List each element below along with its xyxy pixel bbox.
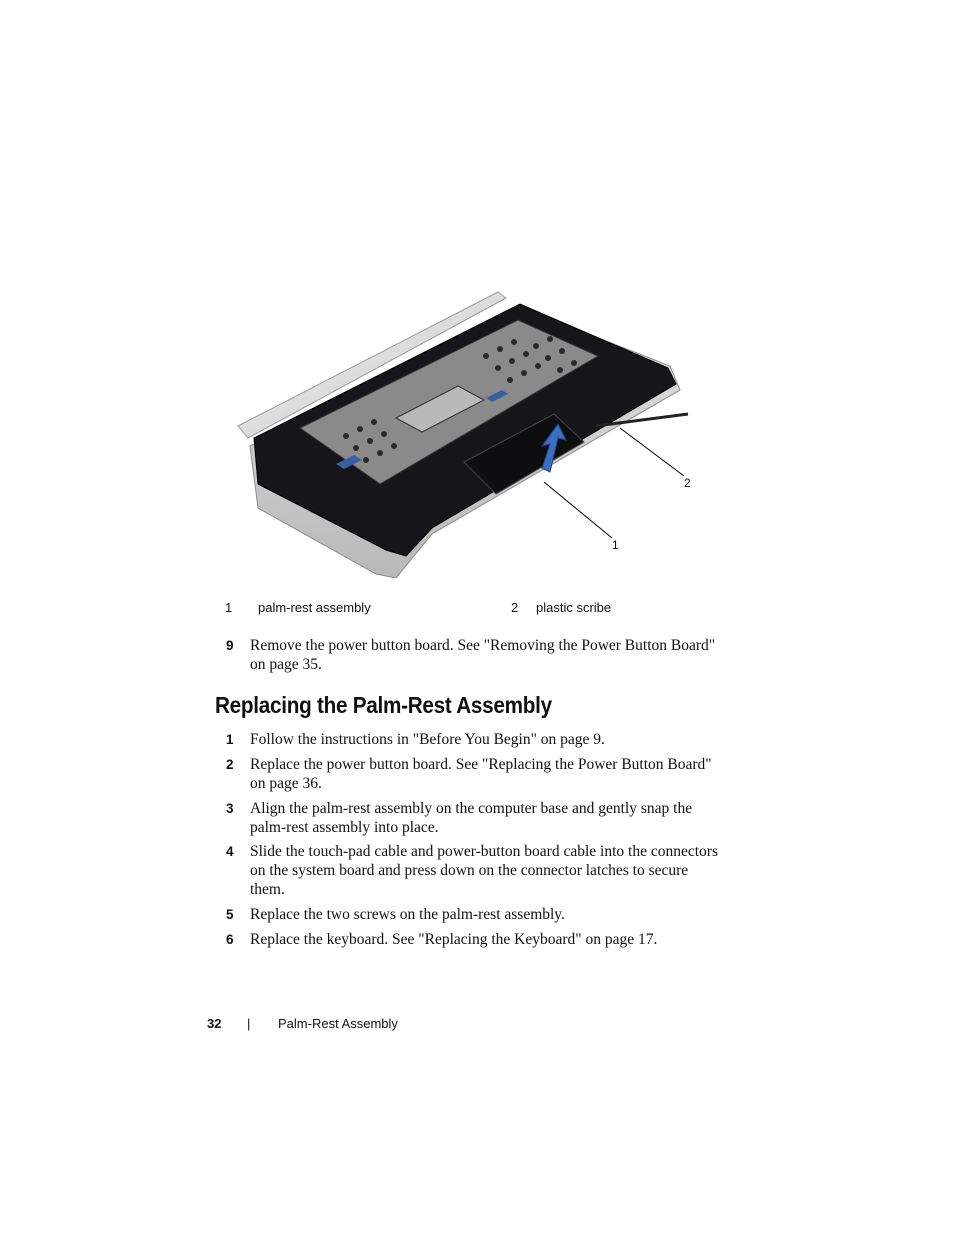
step-text: Remove the power button board. See "Removing the Power Button Board" on page 35. xyxy=(250,637,716,673)
page-footer xyxy=(207,1016,507,1036)
callout-2-number: 2 xyxy=(684,476,691,490)
procedure-step xyxy=(226,755,726,793)
legend-1-number: 1 xyxy=(225,600,233,615)
step-text: Align the palm-rest assembly on the computer base and gently snap the palm-rest assembly into place. xyxy=(250,800,693,836)
step-number: 1 xyxy=(226,732,234,747)
step-text: Replace the keyboard. See "Replacing the Keyboard" on page 17. xyxy=(250,931,658,948)
step-number: 6 xyxy=(226,932,234,947)
procedure-step xyxy=(226,905,726,924)
procedure-step xyxy=(226,730,726,749)
procedure-step xyxy=(226,842,726,899)
step-text: Replace the two screws on the palm-rest assembly. xyxy=(250,906,565,923)
legend-1-label: palm-rest assembly xyxy=(258,600,371,615)
step-text: Replace the power button board. See "Replacing the Power Button Board" on page 36. xyxy=(250,756,712,792)
step-number: 5 xyxy=(226,907,234,922)
step-number: 9 xyxy=(226,638,234,653)
step-text: Follow the instructions in "Before You Begin" on page 9. xyxy=(250,731,605,748)
section-heading: Replacing the Palm-Rest Assembly xyxy=(215,692,552,718)
legend-2-label: plastic scribe xyxy=(536,600,612,615)
footer-section-name: Palm-Rest Assembly xyxy=(278,1016,398,1031)
removal-step xyxy=(226,636,726,674)
legend-2-number: 2 xyxy=(511,600,519,615)
page-number: 32 xyxy=(207,1016,222,1031)
step-number: 2 xyxy=(226,757,234,772)
palm-rest-assembly-drawing xyxy=(236,286,706,578)
callout-1-number: 1 xyxy=(612,538,619,552)
procedure-step xyxy=(226,930,726,949)
step-number: 4 xyxy=(226,844,234,859)
footer-separator: | xyxy=(247,1016,251,1031)
figure-legend xyxy=(225,600,725,620)
step-text: Slide the touch-pad cable and power-button board cable into the connectors on the system board and press down on the connector latches to secure them. xyxy=(250,843,718,898)
procedure-step xyxy=(226,799,726,837)
palm-rest-illustration xyxy=(236,286,706,578)
step-number: 3 xyxy=(226,801,234,816)
